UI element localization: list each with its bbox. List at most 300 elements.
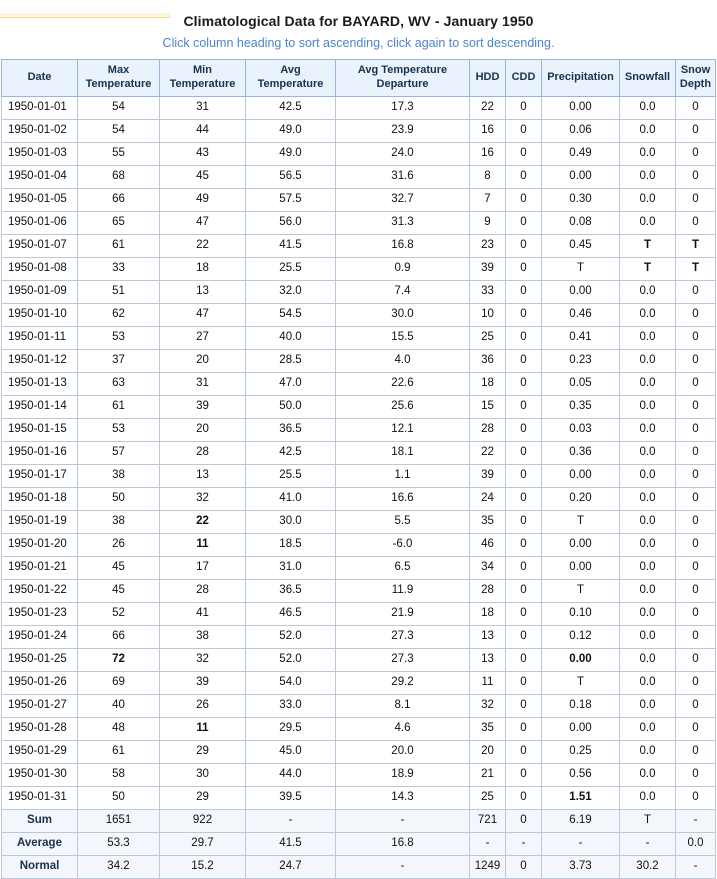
cell-cdd: 0 [506,395,542,418]
cell-avg-temperature-departure: 29.2 [336,671,470,694]
cell-hdd: 25 [470,326,506,349]
cell-snow-depth: 0 [676,625,716,648]
table-row [2,211,716,234]
page-root [0,13,717,872]
table-row [2,349,716,372]
cell-max-temperature: 61 [78,234,160,257]
cell-min-temperature: 29 [160,786,246,809]
cell-cdd: 0 [506,257,542,280]
cell-hdd: 33 [470,280,506,303]
top-accent-bar [0,13,170,18]
cell-cdd: 0 [506,165,542,188]
cell-avg-temperature: 25.5 [246,464,336,487]
cell-max-temperature: 54 [78,119,160,142]
table-row [2,96,716,119]
cell-hdd: 18 [470,602,506,625]
summary-cell-max-temperature: 53.3 [78,832,160,855]
cell-avg-temperature: 49.0 [246,119,336,142]
cell-cdd: 0 [506,326,542,349]
cell-avg-temperature: 30.0 [246,510,336,533]
table-row [2,257,716,280]
cell-avg-temperature-departure: 15.5 [336,326,470,349]
table-row [2,142,716,165]
cell-hdd: 35 [470,510,506,533]
cell-date: 1950-01-09 [2,280,78,303]
summary-label: Average [2,832,78,855]
summary-cell-min-temperature: 29.7 [160,832,246,855]
cell-avg-temperature-departure: 27.3 [336,625,470,648]
cell-hdd: 25 [470,786,506,809]
cell-date: 1950-01-06 [2,211,78,234]
cell-cdd: 0 [506,349,542,372]
cell-max-temperature: 48 [78,717,160,740]
column-header-avg-temperature[interactable]: Avg Temperature [246,60,336,97]
cell-precipitation: 0.35 [542,395,620,418]
cell-max-temperature: 65 [78,211,160,234]
cell-snowfall: 0.0 [620,464,676,487]
cell-max-temperature: 38 [78,464,160,487]
cell-hdd: 23 [470,234,506,257]
summary-row [2,832,716,855]
cell-min-temperature: 44 [160,119,246,142]
cell-snow-depth: T [676,257,716,280]
cell-date: 1950-01-28 [2,717,78,740]
cell-avg-temperature-departure: 7.4 [336,280,470,303]
table-row [2,694,716,717]
summary-cell-snowfall: T [620,809,676,832]
summary-cell-avg-temperature: - [246,809,336,832]
cell-cdd: 0 [506,648,542,671]
cell-snow-depth: 0 [676,533,716,556]
cell-cdd: 0 [506,303,542,326]
cell-date: 1950-01-22 [2,579,78,602]
cell-avg-temperature: 41.5 [246,234,336,257]
cell-avg-temperature-departure: 11.9 [336,579,470,602]
cell-hdd: 35 [470,717,506,740]
cell-snowfall: 0.0 [620,694,676,717]
cell-precipitation: 0.18 [542,694,620,717]
cell-cdd: 0 [506,372,542,395]
cell-min-temperature: 13 [160,464,246,487]
cell-precipitation: T [542,510,620,533]
cell-hdd: 13 [470,625,506,648]
cell-avg-temperature-departure: 12.1 [336,418,470,441]
cell-min-temperature: 31 [160,372,246,395]
cell-min-temperature: 28 [160,441,246,464]
table-row [2,487,716,510]
cell-precipitation: 0.00 [542,533,620,556]
cell-hdd: 15 [470,395,506,418]
cell-avg-temperature: 31.0 [246,556,336,579]
cell-snowfall: 0.0 [620,165,676,188]
cell-avg-temperature-departure: 17.3 [336,96,470,119]
cell-snow-depth: T [676,234,716,257]
cell-hdd: 28 [470,418,506,441]
cell-snow-depth: 0 [676,556,716,579]
cell-date: 1950-01-04 [2,165,78,188]
summary-cell-avg-temperature-departure: - [336,809,470,832]
cell-cdd: 0 [506,510,542,533]
cell-avg-temperature-departure: 27.3 [336,648,470,671]
cell-min-temperature: 45 [160,165,246,188]
summary-cell-hdd: 1249 [470,855,506,878]
cell-avg-temperature: 25.5 [246,257,336,280]
cell-snowfall: 0.0 [620,441,676,464]
summary-cell-max-temperature: 34.2 [78,855,160,878]
cell-snowfall: 0.0 [620,96,676,119]
cell-max-temperature: 55 [78,142,160,165]
cell-avg-temperature-departure: 4.0 [336,349,470,372]
cell-cdd: 0 [506,579,542,602]
cell-avg-temperature-departure: 4.6 [336,717,470,740]
summary-cell-avg-temperature-departure: 16.8 [336,832,470,855]
cell-date: 1950-01-10 [2,303,78,326]
cell-date: 1950-01-23 [2,602,78,625]
table-row [2,740,716,763]
cell-date: 1950-01-26 [2,671,78,694]
cell-min-temperature: 32 [160,648,246,671]
cell-precipitation: 0.03 [542,418,620,441]
cell-precipitation: T [542,671,620,694]
cell-max-temperature: 52 [78,602,160,625]
cell-avg-temperature: 32.0 [246,280,336,303]
cell-avg-temperature: 40.0 [246,326,336,349]
cell-max-temperature: 63 [78,372,160,395]
cell-hdd: 22 [470,441,506,464]
cell-hdd: 20 [470,740,506,763]
cell-precipitation: 0.05 [542,372,620,395]
cell-precipitation: 0.00 [542,165,620,188]
cell-avg-temperature-departure: 16.6 [336,487,470,510]
cell-snow-depth: 0 [676,349,716,372]
cell-min-temperature: 17 [160,556,246,579]
cell-snow-depth: 0 [676,579,716,602]
cell-date: 1950-01-20 [2,533,78,556]
cell-cdd: 0 [506,441,542,464]
table-row [2,418,716,441]
cell-min-temperature: 38 [160,625,246,648]
cell-cdd: 0 [506,464,542,487]
cell-avg-temperature: 45.0 [246,740,336,763]
cell-precipitation: T [542,257,620,280]
cell-avg-temperature-departure: 18.1 [336,441,470,464]
cell-cdd: 0 [506,717,542,740]
cell-date: 1950-01-24 [2,625,78,648]
summary-cell-snow-depth: - [676,855,716,878]
cell-date: 1950-01-08 [2,257,78,280]
cell-date: 1950-01-18 [2,487,78,510]
table-row [2,602,716,625]
table-row [2,395,716,418]
cell-precipitation: 0.00 [542,556,620,579]
cell-snow-depth: 0 [676,326,716,349]
cell-precipitation: 0.00 [542,464,620,487]
cell-snowfall: 0.0 [620,487,676,510]
table-row [2,625,716,648]
table-row [2,579,716,602]
cell-hdd: 39 [470,464,506,487]
cell-avg-temperature: 57.5 [246,188,336,211]
page-title: Climatological Data for BAYARD, WV - January 1950 [183,13,534,29]
cell-snowfall: 0.0 [620,349,676,372]
cell-avg-temperature-departure: 24.0 [336,142,470,165]
cell-hdd: 46 [470,533,506,556]
cell-date: 1950-01-13 [2,372,78,395]
column-header-avg-temperature-departure[interactable]: Avg Temperature Departure [336,60,470,97]
cell-avg-temperature: 33.0 [246,694,336,717]
cell-cdd: 0 [506,556,542,579]
cell-hdd: 18 [470,372,506,395]
cell-cdd: 0 [506,418,542,441]
cell-hdd: 16 [470,142,506,165]
cell-snowfall: 0.0 [620,671,676,694]
cell-cdd: 0 [506,671,542,694]
cell-avg-temperature: 56.5 [246,165,336,188]
cell-max-temperature: 53 [78,326,160,349]
column-header-snow-depth[interactable]: Snow Depth [676,60,716,97]
table-row [2,671,716,694]
cell-precipitation: 0.12 [542,625,620,648]
cell-cdd: 0 [506,234,542,257]
cell-cdd: 0 [506,694,542,717]
cell-avg-temperature-departure: 32.7 [336,188,470,211]
cell-snow-depth: 0 [676,487,716,510]
cell-avg-temperature-departure: 25.6 [336,395,470,418]
cell-precipitation: 0.00 [542,280,620,303]
summary-cell-cdd: - [506,832,542,855]
cell-date: 1950-01-17 [2,464,78,487]
summary-row [2,809,716,832]
cell-precipitation: 0.49 [542,142,620,165]
cell-snowfall: 0.0 [620,395,676,418]
cell-precipitation: 0.08 [542,211,620,234]
column-header-date[interactable]: Date [2,60,78,97]
cell-avg-temperature: 52.0 [246,625,336,648]
cell-avg-temperature-departure: 30.0 [336,303,470,326]
cell-snowfall: 0.0 [620,326,676,349]
table-header-row [2,60,716,97]
column-header-snowfall[interactable]: Snowfall [620,60,676,97]
cell-min-temperature: 22 [160,510,246,533]
cell-snow-depth: 0 [676,441,716,464]
summary-cell-max-temperature: 1651 [78,809,160,832]
summary-cell-precipitation: 3.73 [542,855,620,878]
cell-avg-temperature-departure: 6.5 [336,556,470,579]
cell-snowfall: 0.0 [620,418,676,441]
cell-avg-temperature-departure: 0.9 [336,257,470,280]
cell-snowfall: 0.0 [620,648,676,671]
cell-date: 1950-01-27 [2,694,78,717]
cell-snowfall: 0.0 [620,280,676,303]
cell-date: 1950-01-15 [2,418,78,441]
cell-snow-depth: 0 [676,648,716,671]
summary-cell-cdd: 0 [506,855,542,878]
sort-instructions: Click column heading to sort ascending, click again to sort descending. [162,36,555,50]
cell-precipitation: 1.51 [542,786,620,809]
cell-snow-depth: 0 [676,119,716,142]
summary-cell-hdd: 721 [470,809,506,832]
cell-date: 1950-01-12 [2,349,78,372]
cell-snowfall: 0.0 [620,303,676,326]
cell-avg-temperature-departure: 31.6 [336,165,470,188]
cell-avg-temperature-departure: 18.9 [336,763,470,786]
cell-snowfall: 0.0 [620,533,676,556]
cell-snow-depth: 0 [676,96,716,119]
cell-hdd: 9 [470,211,506,234]
cell-min-temperature: 31 [160,96,246,119]
cell-avg-temperature: 41.0 [246,487,336,510]
cell-min-temperature: 20 [160,418,246,441]
cell-avg-temperature: 49.0 [246,142,336,165]
cell-min-temperature: 43 [160,142,246,165]
cell-min-temperature: 11 [160,717,246,740]
cell-date: 1950-01-16 [2,441,78,464]
cell-cdd: 0 [506,602,542,625]
cell-avg-temperature: 50.0 [246,395,336,418]
cell-snow-depth: 0 [676,418,716,441]
summary-cell-hdd: - [470,832,506,855]
cell-max-temperature: 45 [78,556,160,579]
cell-avg-temperature: 47.0 [246,372,336,395]
cell-avg-temperature: 18.5 [246,533,336,556]
cell-avg-temperature-departure: 14.3 [336,786,470,809]
table-row [2,188,716,211]
cell-date: 1950-01-29 [2,740,78,763]
cell-snow-depth: 0 [676,602,716,625]
cell-avg-temperature: 52.0 [246,648,336,671]
table-row [2,165,716,188]
cell-date: 1950-01-02 [2,119,78,142]
cell-precipitation: 0.25 [542,740,620,763]
table-row [2,786,716,809]
cell-snowfall: 0.0 [620,510,676,533]
cell-date: 1950-01-05 [2,188,78,211]
cell-avg-temperature: 29.5 [246,717,336,740]
summary-cell-precipitation: - [542,832,620,855]
cell-max-temperature: 62 [78,303,160,326]
cell-hdd: 8 [470,165,506,188]
cell-avg-temperature: 28.5 [246,349,336,372]
cell-max-temperature: 69 [78,671,160,694]
cell-max-temperature: 54 [78,96,160,119]
summary-row [2,855,716,878]
column-header-precipitation[interactable]: Precipitation [542,60,620,97]
cell-hdd: 7 [470,188,506,211]
cell-snowfall: 0.0 [620,579,676,602]
table-row [2,326,716,349]
table-row [2,464,716,487]
table-row [2,648,716,671]
table-row [2,533,716,556]
cell-max-temperature: 45 [78,579,160,602]
cell-min-temperature: 27 [160,326,246,349]
cell-precipitation: T [542,579,620,602]
summary-cell-min-temperature: 15.2 [160,855,246,878]
cell-min-temperature: 49 [160,188,246,211]
cell-snowfall: 0.0 [620,602,676,625]
cell-min-temperature: 47 [160,303,246,326]
cell-snow-depth: 0 [676,165,716,188]
column-header-max-temperature[interactable]: Max Temperature [78,60,160,97]
cell-max-temperature: 72 [78,648,160,671]
cell-date: 1950-01-11 [2,326,78,349]
cell-avg-temperature-departure: 23.9 [336,119,470,142]
cell-max-temperature: 53 [78,418,160,441]
cell-precipitation: 0.46 [542,303,620,326]
cell-avg-temperature-departure: 22.6 [336,372,470,395]
cell-avg-temperature: 42.5 [246,96,336,119]
cell-avg-temperature: 39.5 [246,786,336,809]
cell-max-temperature: 68 [78,165,160,188]
cell-hdd: 13 [470,648,506,671]
table-row [2,763,716,786]
column-header-cdd[interactable]: CDD [506,60,542,97]
cell-min-temperature: 41 [160,602,246,625]
table-row [2,441,716,464]
cell-hdd: 32 [470,694,506,717]
cell-precipitation: 0.30 [542,188,620,211]
cell-min-temperature: 13 [160,280,246,303]
cell-max-temperature: 57 [78,441,160,464]
cell-snowfall: T [620,234,676,257]
cell-date: 1950-01-19 [2,510,78,533]
table-row [2,280,716,303]
cell-avg-temperature-departure: 1.1 [336,464,470,487]
cell-precipitation: 0.00 [542,648,620,671]
cell-date: 1950-01-30 [2,763,78,786]
table-row [2,303,716,326]
cell-snowfall: 0.0 [620,625,676,648]
cell-cdd: 0 [506,211,542,234]
summary-cell-avg-temperature: 41.5 [246,832,336,855]
summary-cell-snowfall: 30.2 [620,855,676,878]
cell-cdd: 0 [506,763,542,786]
cell-min-temperature: 47 [160,211,246,234]
cell-avg-temperature: 36.5 [246,418,336,441]
cell-avg-temperature-departure: -6.0 [336,533,470,556]
cell-hdd: 10 [470,303,506,326]
cell-cdd: 0 [506,280,542,303]
cell-snow-depth: 0 [676,211,716,234]
cell-avg-temperature: 44.0 [246,763,336,786]
cell-max-temperature: 40 [78,694,160,717]
cell-cdd: 0 [506,96,542,119]
cell-max-temperature: 50 [78,487,160,510]
cell-cdd: 0 [506,533,542,556]
cell-snowfall: 0.0 [620,372,676,395]
cell-cdd: 0 [506,740,542,763]
table-row [2,717,716,740]
column-header-hdd[interactable]: HDD [470,60,506,97]
cell-min-temperature: 32 [160,487,246,510]
cell-min-temperature: 20 [160,349,246,372]
cell-max-temperature: 26 [78,533,160,556]
cell-hdd: 11 [470,671,506,694]
column-header-min-temperature[interactable]: Min Temperature [160,60,246,97]
cell-snow-depth: 0 [676,763,716,786]
cell-snowfall: 0.0 [620,142,676,165]
cell-avg-temperature-departure: 16.8 [336,234,470,257]
cell-hdd: 22 [470,96,506,119]
cell-max-temperature: 50 [78,786,160,809]
cell-precipitation: 0.20 [542,487,620,510]
cell-snowfall: 0.0 [620,211,676,234]
cell-snow-depth: 0 [676,372,716,395]
cell-hdd: 28 [470,579,506,602]
cell-avg-temperature-departure: 8.1 [336,694,470,717]
cell-max-temperature: 66 [78,188,160,211]
climatological-data-table [1,59,716,879]
